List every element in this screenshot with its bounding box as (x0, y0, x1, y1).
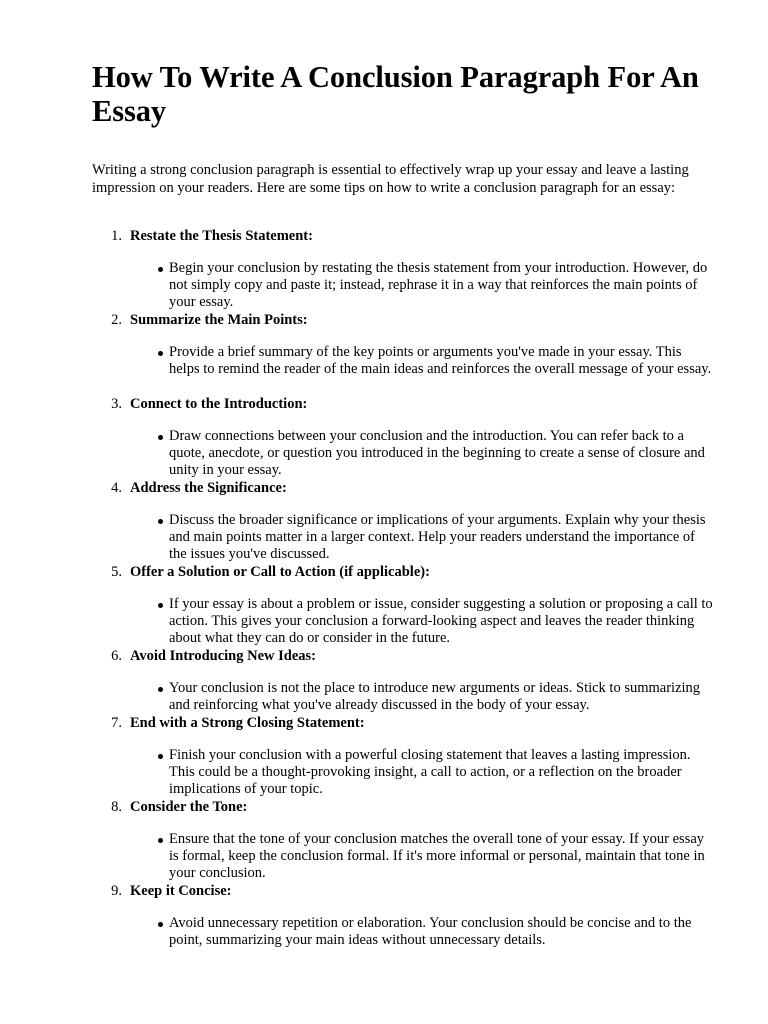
item-detail: If your essay is about a problem or issue, consider suggesting a solution or proposing a call to action. This gives your conclusion a forward-looking aspect and leaves the reader thinking about what they can do or consider in the future. (169, 596, 713, 646)
intro-paragraph: Writing a strong conclusion paragraph is essential to effectively wrap up your essay and leave a lasting impression on your readers. Here are some tips on how to write a conclusion paragraph for an essay: (92, 162, 689, 196)
item-heading: End with a Strong Closing Statement: (130, 715, 365, 731)
bullet-icon (158, 603, 163, 608)
tips-list (0, 227, 768, 949)
item-number: 1. (111, 228, 122, 244)
item-detail: Draw connections between your conclusion and the introduction. You can refer back to a quote, anecdote, or question you introduced in the beginning to create a sense of closure and unity in your essay. (169, 428, 705, 478)
bullet-icon (158, 267, 163, 272)
bullet-icon (158, 519, 163, 524)
bullet-icon (158, 838, 163, 843)
item-detail: Provide a brief summary of the key points or arguments you've made in your essay. This helps to remind the reader of the main ideas and reinforces the overall message of your essay. (169, 344, 712, 377)
item-number: 9. (111, 883, 122, 899)
bullet-icon (158, 754, 163, 759)
bullet-icon (158, 922, 163, 927)
list-item (0, 798, 768, 882)
bullet-icon (158, 351, 163, 356)
item-detail: Discuss the broader significance or implications of your arguments. Explain why your thesis and main points matter in a larger context. Help your readers understand the importance of the issues you've discussed. (169, 512, 706, 562)
item-heading: Summarize the Main Points: (130, 312, 308, 328)
list-item (0, 714, 768, 798)
item-number: 2. (111, 312, 122, 328)
item-number: 4. (111, 480, 122, 496)
item-number: 3. (111, 396, 122, 412)
item-heading: Avoid Introducing New Ideas: (130, 648, 316, 664)
list-item (0, 882, 768, 949)
item-number: 8. (111, 799, 122, 815)
item-heading: Keep it Concise: (130, 883, 232, 899)
bullet-icon (158, 435, 163, 440)
item-number: 5. (111, 564, 122, 580)
item-detail: Avoid unnecessary repetition or elaboration. Your conclusion should be concise and to the point, summarizing your main ideas without unnecessary details. (169, 915, 692, 948)
bullet-icon (158, 687, 163, 692)
list-item (0, 227, 768, 311)
item-number: 7. (111, 715, 122, 731)
list-item (0, 563, 768, 647)
item-heading: Consider the Tone: (130, 799, 248, 815)
item-heading: Address the Significance: (130, 480, 287, 496)
item-heading: Restate the Thesis Statement: (130, 228, 313, 244)
item-heading: Connect to the Introduction: (130, 396, 308, 412)
item-heading: Offer a Solution or Call to Action (if applicable): (130, 564, 430, 580)
item-number: 6. (111, 648, 122, 664)
list-item (0, 311, 768, 395)
item-detail: Begin your conclusion by restating the thesis statement from your introduction. However, do not simply copy and paste it; instead, rephrase it in a way that reinforces the main points of your essay. (169, 260, 708, 310)
list-item (0, 395, 768, 479)
list-item (0, 647, 768, 714)
item-detail: Ensure that the tone of your conclusion matches the overall tone of your essay. If your essay is formal, keep the conclusion formal. If it's more informal or personal, maintain that tone in your conclusion. (169, 831, 705, 881)
item-detail: Finish your conclusion with a powerful closing statement that leaves a lasting impression. This could be a thought-provoking insight, a call to action, or a reflection on the broader implications of your topic. (169, 747, 691, 797)
list-item (0, 479, 768, 563)
page-title: How To Write A Conclusion Paragraph For An Essay (92, 60, 699, 128)
item-detail: Your conclusion is not the place to introduce new arguments or ideas. Stick to summarizing and reinforcing what you've already discussed in the body of your essay. (169, 680, 701, 713)
